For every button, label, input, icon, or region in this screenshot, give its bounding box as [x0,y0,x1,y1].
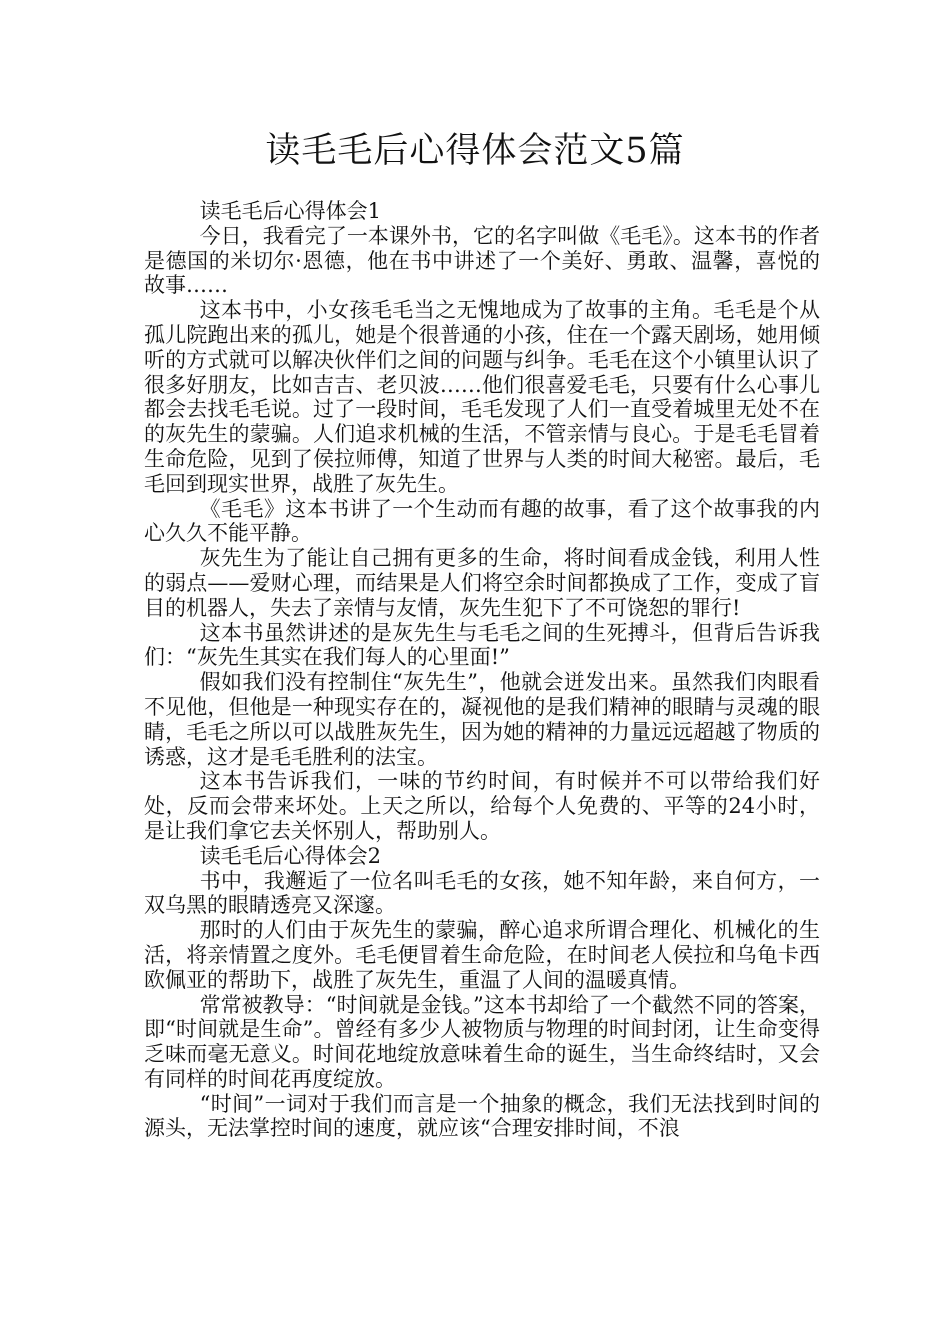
section-heading: 读毛毛后心得体会2 [199,843,382,868]
paragraph: 那时的人们由于灰先生的蒙骗，醉心追求所谓合理化、机械化的生活，将亲情置之度外。毛毛便冒着生命危险，在时间老人侯拉和乌龟卡西欧佩亚的帮助下，战胜了灰先生，重温了人间的温暖真情。 [144,918,820,992]
paragraph: 今日，我看完了一本课外书，它的名字叫做《毛毛》。这本书的作者是德国的米切尔·恩德，他在书中讲述了一个美好、勇敢、温馨，喜悦的故事…… [144,223,820,298]
paragraph: 常常被教导：“时间就是金钱。”这本书却给了一个截然不同的答案，即“时间就是生命”。曾经有多少人被物质与物理的时间封闭，让生命变得乏味而毫无意义。时间花地绽放意味着生命的诞生，当生命终结时，又会有同样的时间花再度绽放。 [144,992,820,1091]
paragraph: 灰先生为了能让自己拥有更多的生命，将时间看成金钱，利用人性的弱点——爱财心理，而结果是人们将空余时间都换成了工作，变成了盲目的机器人，失去了亲情与友情，灰先生犯下了不可饶恕的罪行! [144,546,820,620]
paragraph: 假如我们没有控制住“灰先生”，他就会迸发出来。虽然我们肉眼看不见他，但他是一种现实存在的，凝视他的是我们精神的眼睛与灵魂的眼睛，毛毛之所以可以战胜灰先生，因为她的精神的力量远远超越了物质的诱惑，这才是毛毛胜利的法宝。 [144,670,820,769]
section-heading: 读毛毛后心得体会1 [199,199,382,223]
paragraph: 这本书告诉我们，一味的节约时间，有时候并不可以带给我们好处，反而会带来坏处。上天之所以，给每个人免费的、平等的24小时，是让我们拿它去关怀别人，帮助别人。 [144,769,820,843]
paragraph: 这本书虽然讲述的是灰先生与毛毛之间的生死搏斗，但背后告诉我们：“灰先生其实在我们每人的心里面!” [144,620,820,670]
paragraph: 《毛毛》这本书讲了一个生动而有趣的故事，看了这个故事我的内心久久不能平静。 [144,496,820,546]
document-title: 读毛毛后心得体会范文5篇 [265,131,685,171]
paragraph: 书中，我邂逅了一位名叫毛毛的女孩，她不知年龄，来自何方，一双乌黑的眼睛透亮又深邃。 [144,868,820,918]
document-body [144,199,820,1141]
paragraph: “时间”一词对于我们而言是一个抽象的概念，我们无法找到时间的源头，无法掌控时间的速度，就应该“合理安排时间，不浪 [144,1091,820,1141]
paragraph: 这本书中，小女孩毛毛当之无愧地成为了故事的主角。毛毛是个从孤儿院跑出来的孤儿，她是个很普通的小孩，住在一个露天剧场，她用倾听的方式就可以解决伙伴们之间的问题与纠争。毛毛在这个小镇里认识了很多好朋友，比如吉吉、老贝波……他们很喜爱毛毛，只要有什么心事儿都会去找毛毛说。过了一段时间，毛毛发现了人们一直受着城里无处不在的灰先生的蒙骗。人们追求机械的生活，不管亲情与良心。于是毛毛冒着生命危险，见到了侯拉师傅，知道了世界与人类的时间大秘密。最后，毛毛回到现实世界，战胜了灰先生。 [144,298,820,496]
